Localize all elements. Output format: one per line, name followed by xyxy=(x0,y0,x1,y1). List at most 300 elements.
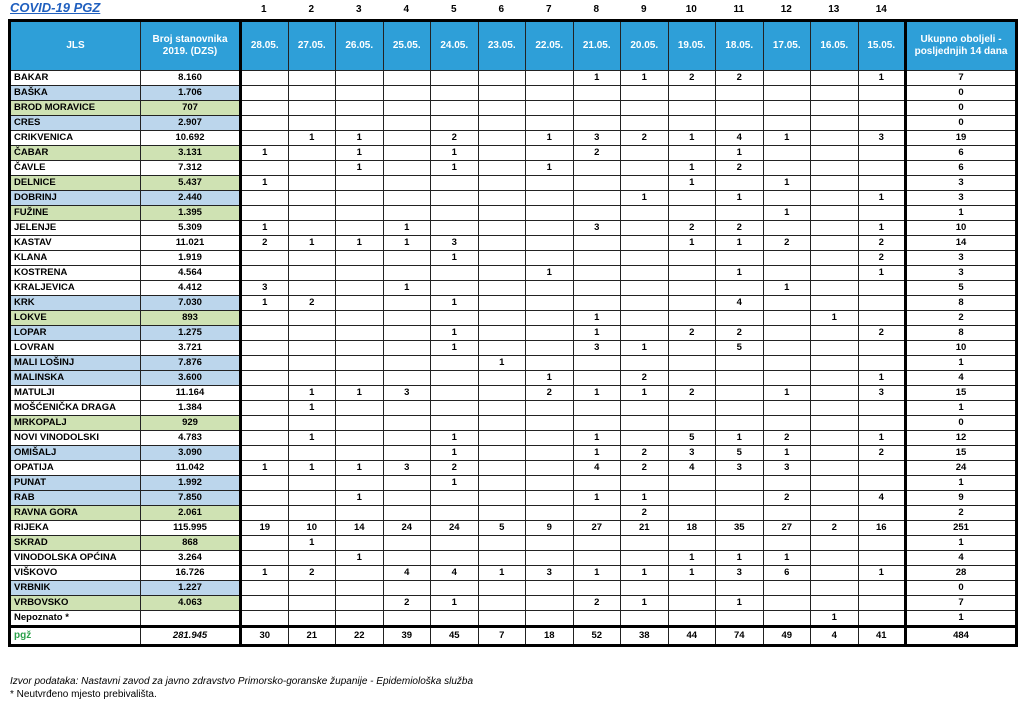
pgz-logo-cell xyxy=(10,627,141,646)
daily-case-count xyxy=(716,581,764,596)
daily-case-count xyxy=(288,101,336,116)
daily-case-count: 1 xyxy=(478,356,526,371)
total-cases: 0 xyxy=(906,86,1017,101)
table-row xyxy=(10,491,1017,506)
daily-case-count xyxy=(811,131,859,146)
daily-case-count xyxy=(478,266,526,281)
daily-case-count: 1 xyxy=(478,566,526,581)
daily-case-count xyxy=(811,536,859,551)
daily-case-count: 1 xyxy=(241,176,289,191)
municipality-name: RAB xyxy=(10,491,141,506)
daily-case-count xyxy=(668,266,716,281)
daily-case-count: 1 xyxy=(241,296,289,311)
daily-case-count xyxy=(621,431,669,446)
daily-case-count xyxy=(763,266,811,281)
daily-case-count: 1 xyxy=(621,491,669,506)
daily-case-count xyxy=(668,536,716,551)
daily-case-count xyxy=(383,116,431,131)
daily-case-count xyxy=(716,371,764,386)
population-value: 7.850 xyxy=(141,491,241,506)
daily-case-count: 4 xyxy=(431,566,479,581)
daily-case-count: 3 xyxy=(526,566,574,581)
daily-case-count xyxy=(716,176,764,191)
daily-case-count xyxy=(526,311,574,326)
column-number: 12 xyxy=(780,4,792,15)
population-value: 1.227 xyxy=(141,581,241,596)
daily-case-count xyxy=(241,86,289,101)
daily-case-count xyxy=(431,611,479,627)
daily-case-count: 1 xyxy=(763,446,811,461)
daily-case-count xyxy=(763,251,811,266)
daily-case-count xyxy=(288,356,336,371)
daily-case-count xyxy=(811,86,859,101)
daily-case-count xyxy=(478,416,526,431)
daily-case-count xyxy=(241,476,289,491)
daily-case-count xyxy=(858,401,906,416)
footer xyxy=(10,675,473,701)
daily-case-count xyxy=(241,386,289,401)
daily-case-count xyxy=(621,236,669,251)
daily-case-count xyxy=(336,101,384,116)
municipality-name: OMIŠALJ xyxy=(10,446,141,461)
daily-case-count: 2 xyxy=(621,461,669,476)
daily-case-count xyxy=(478,491,526,506)
municipality-name: SKRAD xyxy=(10,536,141,551)
daily-case-count xyxy=(763,581,811,596)
daily-case-count xyxy=(241,251,289,266)
daily-case-count xyxy=(383,296,431,311)
daily-case-count xyxy=(288,206,336,221)
daily-case-count: 1 xyxy=(431,476,479,491)
daily-case-count xyxy=(621,296,669,311)
daily-case-count xyxy=(716,86,764,101)
daily-case-count xyxy=(383,506,431,521)
daily-case-count xyxy=(241,356,289,371)
municipality-name: VINODOLSKA OPĆINA xyxy=(10,551,141,566)
population-value: 11.164 xyxy=(141,386,241,401)
daily-case-count: 1 xyxy=(383,281,431,296)
daily-case-count: 1 xyxy=(241,461,289,476)
daily-case-count xyxy=(573,356,621,371)
sum-row xyxy=(10,627,1017,646)
daily-case-count xyxy=(716,206,764,221)
daily-case-count: 3 xyxy=(573,221,621,236)
daily-case-count xyxy=(383,266,431,281)
daily-case-count xyxy=(763,371,811,386)
daily-case-count xyxy=(241,131,289,146)
daily-case-count xyxy=(288,491,336,506)
population-value: 4.412 xyxy=(141,281,241,296)
daily-case-count: 1 xyxy=(621,596,669,611)
daily-case-count: 5 xyxy=(478,521,526,536)
population-value: 11.021 xyxy=(141,236,241,251)
daily-case-count xyxy=(763,611,811,627)
daily-case-count: 1 xyxy=(716,266,764,281)
daily-case-count xyxy=(621,266,669,281)
daily-case-count xyxy=(811,116,859,131)
daily-case-count xyxy=(383,551,431,566)
daily-case-count xyxy=(478,176,526,191)
daily-case-count: 18 xyxy=(668,521,716,536)
daily-case-count xyxy=(478,236,526,251)
municipality-name: PUNAT xyxy=(10,476,141,491)
table-row xyxy=(10,566,1017,581)
daily-case-count xyxy=(858,206,906,221)
daily-case-count xyxy=(668,611,716,627)
column-number: 6 xyxy=(498,4,505,15)
population-value: 707 xyxy=(141,101,241,116)
daily-case-count xyxy=(526,551,574,566)
daily-case-count xyxy=(383,401,431,416)
total-cases: 3 xyxy=(906,266,1017,281)
column-number: 5 xyxy=(450,4,457,15)
daily-case-count xyxy=(858,101,906,116)
daily-case-count xyxy=(668,146,716,161)
daily-case-count xyxy=(668,371,716,386)
daily-case-count xyxy=(288,341,336,356)
covid-cases-table xyxy=(8,19,1018,647)
daily-case-count xyxy=(241,506,289,521)
daily-case-count xyxy=(526,491,574,506)
total-cases: 0 xyxy=(906,416,1017,431)
daily-case-count: 2 xyxy=(668,71,716,86)
daily-case-count xyxy=(621,251,669,266)
daily-case-count xyxy=(668,476,716,491)
total-cases: 10 xyxy=(906,221,1017,236)
daily-case-count: 2 xyxy=(858,236,906,251)
daily-case-count xyxy=(336,221,384,236)
daily-case-count xyxy=(526,71,574,86)
daily-case-count xyxy=(858,116,906,131)
daily-case-count xyxy=(431,266,479,281)
daily-case-count xyxy=(621,401,669,416)
daily-total: 30 xyxy=(241,627,289,646)
daily-case-count: 3 xyxy=(241,281,289,296)
daily-case-count xyxy=(336,581,384,596)
daily-case-count xyxy=(431,281,479,296)
daily-case-count xyxy=(716,356,764,371)
daily-case-count: 1 xyxy=(383,221,431,236)
total-cases: 1 xyxy=(906,476,1017,491)
header-date: 15.05. xyxy=(858,21,906,71)
daily-case-count xyxy=(668,296,716,311)
total-cases: 1 xyxy=(906,356,1017,371)
municipality-name: RAVNA GORA xyxy=(10,506,141,521)
daily-case-count xyxy=(336,326,384,341)
daily-case-count xyxy=(621,416,669,431)
daily-case-count xyxy=(526,236,574,251)
daily-case-count xyxy=(716,416,764,431)
daily-case-count xyxy=(858,416,906,431)
daily-case-count: 1 xyxy=(716,146,764,161)
daily-case-count xyxy=(668,506,716,521)
population-value: 115.995 xyxy=(141,521,241,536)
daily-case-count xyxy=(763,536,811,551)
population-value: 893 xyxy=(141,311,241,326)
daily-case-count: 2 xyxy=(288,296,336,311)
daily-case-count xyxy=(383,341,431,356)
daily-case-count xyxy=(621,536,669,551)
daily-case-count xyxy=(526,401,574,416)
daily-case-count xyxy=(573,101,621,116)
daily-case-count xyxy=(431,371,479,386)
daily-case-count: 2 xyxy=(431,461,479,476)
daily-case-count: 2 xyxy=(383,596,431,611)
daily-case-count xyxy=(478,146,526,161)
total-cases: 7 xyxy=(906,596,1017,611)
daily-case-count: 1 xyxy=(288,536,336,551)
daily-case-count xyxy=(478,596,526,611)
total-cases: 14 xyxy=(906,236,1017,251)
daily-case-count xyxy=(288,146,336,161)
daily-case-count: 1 xyxy=(336,386,384,401)
daily-total: 52 xyxy=(573,627,621,646)
daily-total: 7 xyxy=(478,627,526,646)
daily-case-count: 2 xyxy=(668,326,716,341)
daily-case-count xyxy=(858,176,906,191)
total-cases: 0 xyxy=(906,581,1017,596)
daily-case-count xyxy=(431,116,479,131)
daily-case-count xyxy=(241,206,289,221)
daily-case-count xyxy=(573,551,621,566)
daily-case-count xyxy=(241,446,289,461)
daily-case-count xyxy=(478,311,526,326)
daily-case-count xyxy=(336,356,384,371)
total-cases: 28 xyxy=(906,566,1017,581)
daily-case-count: 1 xyxy=(336,491,384,506)
daily-case-count: 1 xyxy=(431,431,479,446)
daily-case-count xyxy=(383,146,431,161)
daily-case-count xyxy=(383,491,431,506)
daily-case-count xyxy=(621,161,669,176)
total-cases: 15 xyxy=(906,446,1017,461)
daily-total: 21 xyxy=(288,627,336,646)
daily-total: 44 xyxy=(668,627,716,646)
daily-case-count: 3 xyxy=(716,461,764,476)
daily-case-count: 1 xyxy=(858,566,906,581)
table-row xyxy=(10,131,1017,146)
daily-case-count xyxy=(336,416,384,431)
daily-case-count xyxy=(573,176,621,191)
daily-case-count xyxy=(431,311,479,326)
column-number: 9 xyxy=(640,4,647,15)
daily-case-count: 1 xyxy=(716,431,764,446)
daily-case-count: 1 xyxy=(858,431,906,446)
daily-case-count xyxy=(573,236,621,251)
municipality-name: OPATIJA xyxy=(10,461,141,476)
daily-case-count xyxy=(241,71,289,86)
daily-case-count: 3 xyxy=(858,386,906,401)
population-value: 2.907 xyxy=(141,116,241,131)
daily-case-count xyxy=(478,86,526,101)
header-date: 17.05. xyxy=(763,21,811,71)
daily-case-count xyxy=(431,176,479,191)
daily-total: 38 xyxy=(621,627,669,646)
daily-case-count: 1 xyxy=(431,341,479,356)
daily-case-count xyxy=(526,221,574,236)
table-row xyxy=(10,401,1017,416)
total-cases: 6 xyxy=(906,161,1017,176)
municipality-name: LOKVE xyxy=(10,311,141,326)
daily-case-count xyxy=(811,221,859,236)
total-cases: 8 xyxy=(906,326,1017,341)
daily-case-count: 2 xyxy=(621,506,669,521)
column-number: 7 xyxy=(545,4,552,15)
daily-case-count xyxy=(573,266,621,281)
daily-case-count: 1 xyxy=(288,461,336,476)
daily-total: 49 xyxy=(763,627,811,646)
daily-case-count xyxy=(621,551,669,566)
daily-case-count: 2 xyxy=(716,161,764,176)
daily-case-count xyxy=(526,446,574,461)
daily-case-count: 4 xyxy=(858,491,906,506)
daily-case-count xyxy=(478,251,526,266)
daily-case-count: 1 xyxy=(573,386,621,401)
daily-case-count: 2 xyxy=(621,446,669,461)
daily-case-count: 5 xyxy=(716,446,764,461)
daily-case-count: 1 xyxy=(336,161,384,176)
daily-case-count: 1 xyxy=(336,236,384,251)
daily-case-count: 1 xyxy=(763,386,811,401)
daily-case-count xyxy=(241,371,289,386)
daily-case-count: 1 xyxy=(573,431,621,446)
table-row xyxy=(10,461,1017,476)
total-cases: 1 xyxy=(906,206,1017,221)
daily-case-count xyxy=(811,326,859,341)
daily-case-count xyxy=(858,311,906,326)
daily-case-count xyxy=(288,581,336,596)
daily-case-count xyxy=(288,506,336,521)
daily-case-count: 1 xyxy=(288,431,336,446)
daily-case-count xyxy=(288,221,336,236)
daily-case-count xyxy=(811,236,859,251)
daily-case-count xyxy=(526,191,574,206)
daily-case-count xyxy=(478,371,526,386)
daily-case-count: 1 xyxy=(858,266,906,281)
total-cases: 12 xyxy=(906,431,1017,446)
total-cases: 1 xyxy=(906,401,1017,416)
daily-case-count: 3 xyxy=(383,461,431,476)
daily-case-count xyxy=(858,146,906,161)
municipality-name: NOVI VINODOLSKI xyxy=(10,431,141,446)
daily-case-count xyxy=(716,101,764,116)
daily-case-count xyxy=(336,251,384,266)
municipality-name: LOVRAN xyxy=(10,341,141,356)
daily-case-count xyxy=(621,476,669,491)
population-value: 5.309 xyxy=(141,221,241,236)
table-row xyxy=(10,371,1017,386)
daily-case-count xyxy=(763,326,811,341)
table-row xyxy=(10,416,1017,431)
footer-source: Izvor podataka: Nastavni zavod za javno zdravstvo Primorsko-goranske županije - Epidemiološka služba xyxy=(10,676,474,687)
population-value xyxy=(141,611,241,627)
daily-case-count: 1 xyxy=(431,446,479,461)
daily-case-count xyxy=(288,266,336,281)
municipality-name: CRES xyxy=(10,116,141,131)
daily-case-count: 1 xyxy=(621,341,669,356)
daily-case-count xyxy=(716,281,764,296)
daily-case-count xyxy=(288,311,336,326)
daily-case-count xyxy=(241,611,289,627)
municipality-name: BAŠKA xyxy=(10,86,141,101)
daily-case-count: 27 xyxy=(573,521,621,536)
daily-case-count xyxy=(478,461,526,476)
municipality-name: BROD MORAVICE xyxy=(10,101,141,116)
daily-case-count: 1 xyxy=(716,596,764,611)
daily-case-count: 1 xyxy=(288,131,336,146)
daily-case-count xyxy=(526,536,574,551)
column-number: 10 xyxy=(685,4,697,15)
column-numbers xyxy=(240,4,905,18)
daily-case-count xyxy=(811,401,859,416)
daily-case-count xyxy=(763,86,811,101)
total-cases: 10 xyxy=(906,341,1017,356)
daily-case-count: 1 xyxy=(763,206,811,221)
daily-case-count xyxy=(336,86,384,101)
header-date: 19.05. xyxy=(668,21,716,71)
daily-case-count xyxy=(526,326,574,341)
table-row xyxy=(10,206,1017,221)
header-date: 26.05. xyxy=(336,21,384,71)
grand-total: 484 xyxy=(906,627,1017,646)
daily-case-count: 2 xyxy=(668,221,716,236)
daily-case-count xyxy=(431,536,479,551)
daily-case-count xyxy=(573,161,621,176)
daily-case-count xyxy=(336,431,384,446)
population-value: 1.919 xyxy=(141,251,241,266)
daily-case-count xyxy=(668,401,716,416)
daily-case-count xyxy=(288,176,336,191)
daily-case-count xyxy=(336,341,384,356)
daily-case-count xyxy=(383,251,431,266)
total-cases: 4 xyxy=(906,551,1017,566)
daily-case-count xyxy=(858,341,906,356)
municipality-name: VRBOVSKO xyxy=(10,596,141,611)
daily-case-count xyxy=(763,146,811,161)
daily-case-count: 14 xyxy=(336,521,384,536)
daily-case-count xyxy=(383,416,431,431)
daily-case-count xyxy=(336,401,384,416)
daily-case-count xyxy=(858,461,906,476)
table-row xyxy=(10,311,1017,326)
population-value: 2.440 xyxy=(141,191,241,206)
daily-case-count xyxy=(336,311,384,326)
daily-total: 18 xyxy=(526,627,574,646)
daily-case-count: 3 xyxy=(668,446,716,461)
table-row xyxy=(10,281,1017,296)
daily-case-count xyxy=(763,101,811,116)
daily-case-count: 1 xyxy=(336,551,384,566)
daily-case-count: 1 xyxy=(573,326,621,341)
daily-case-count xyxy=(383,581,431,596)
daily-case-count: 1 xyxy=(241,146,289,161)
table-row xyxy=(10,446,1017,461)
municipality-name: DOBRINJ xyxy=(10,191,141,206)
daily-case-count xyxy=(241,431,289,446)
daily-case-count xyxy=(668,281,716,296)
daily-case-count xyxy=(716,386,764,401)
daily-case-count xyxy=(763,401,811,416)
daily-case-count xyxy=(336,476,384,491)
total-cases: 9 xyxy=(906,491,1017,506)
daily-case-count xyxy=(858,611,906,627)
daily-case-count: 2 xyxy=(621,371,669,386)
municipality-name: BAKAR xyxy=(10,71,141,86)
daily-case-count: 1 xyxy=(668,236,716,251)
municipality-name: MATULJI xyxy=(10,386,141,401)
daily-case-count: 2 xyxy=(763,431,811,446)
population-value: 8.160 xyxy=(141,71,241,86)
